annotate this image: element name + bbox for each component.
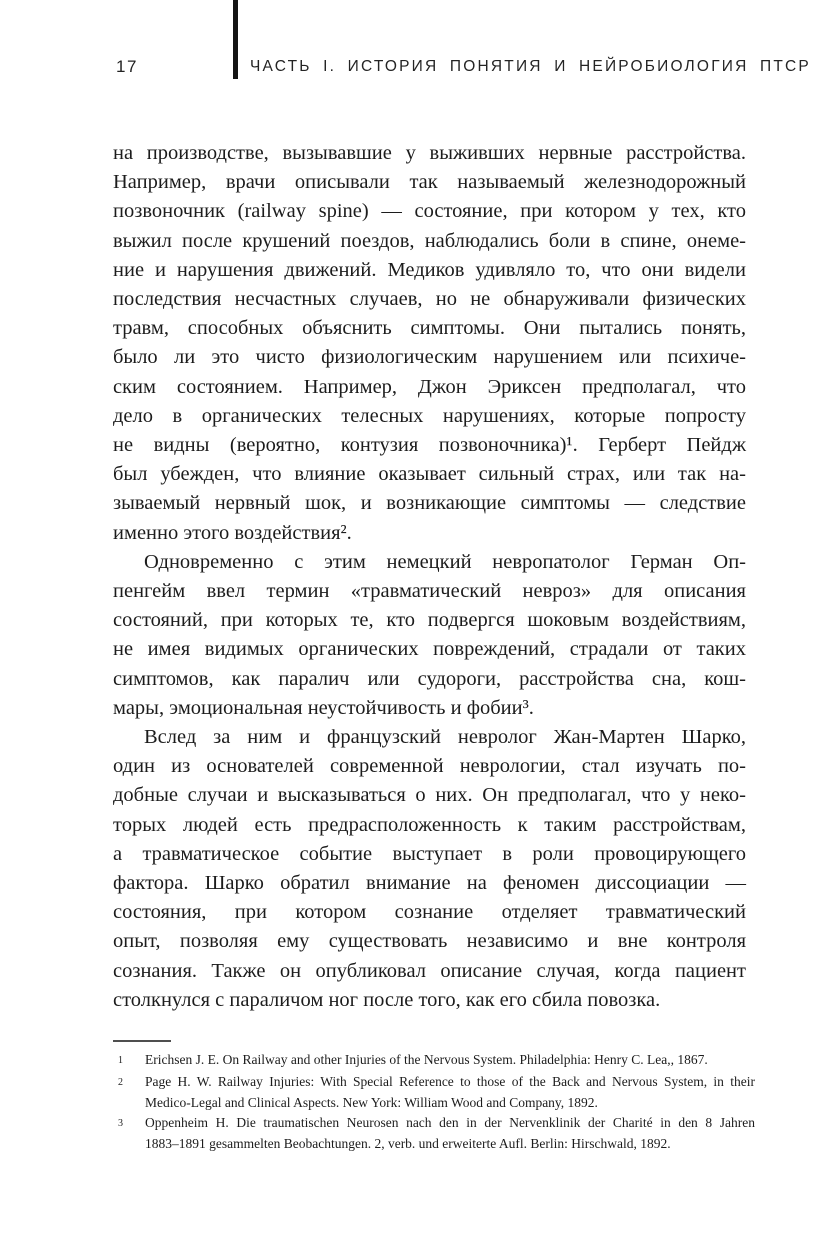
body-line: выжил после крушений поездов, наблюдались боли в спине, онеме- (113, 229, 746, 252)
body-line: не имея видимых органических повреждений, страдали от таких (113, 638, 746, 661)
footnotes-section (110, 1040, 755, 1155)
footnote-item (110, 1113, 755, 1155)
footnote-list (110, 1050, 755, 1155)
body-line: на производстве, вызывавшие у выживших нервные расстройства. (113, 142, 746, 164)
body-line: мары, эмоциональная неустойчивость и фобии³. (113, 696, 534, 719)
body-line: столкнулся с параличом ног после того, как его сбила повозка. (113, 988, 661, 1011)
body-line: фактора. Шарко обратил внимание на феномен диссоциации — (113, 872, 746, 895)
body-line: а травматическое событие выступает в роли провоцирующего (113, 842, 746, 865)
body-line: ние и нарушения движений. Медиков удивляло то, что они видели (113, 258, 746, 281)
body-line: Одновременно с этим немецкий невропатолог Герман Оп- (144, 550, 746, 573)
body-line: добные случаи и высказываться о них. Он предполагал, что у неко- (113, 784, 746, 807)
footnote-item (110, 1050, 755, 1072)
footnote-line: Oppenheim H. Die traumatischen Neurosen nach den in der Nervenklinik der Charité in den 8 Jahren (145, 1115, 755, 1131)
body-line: не видны (вероятно, контузия позвоночника)¹. Герберт Пейдж (113, 434, 746, 457)
footnote-line: 1883–1891 gesammelten Beobachtungen. 2, verb. und erweiterte Aufl. Berlin: Hirschwald, 1892. (145, 1136, 671, 1152)
footnote-separator-rule (113, 1040, 171, 1042)
footnote-item (110, 1072, 755, 1114)
body-line: один из основателей современной неврологии, стал изучать по- (113, 755, 746, 778)
body-line: последствия несчастных случаев, но не обнаруживали физических (113, 288, 746, 311)
body-text (113, 139, 746, 1015)
body-line: сознания. Также он опубликовал описание случая, когда пациент (113, 959, 746, 982)
footnote-marker: 1 (118, 1055, 123, 1066)
footnote-marker: 3 (118, 1118, 123, 1130)
footnote-line: Medico-Legal and Clinical Aspects. New York: William Wood and Company, 1892. (145, 1094, 598, 1110)
body-line: был убежден, что влияние оказывает сильный страх, или так на- (113, 463, 746, 486)
body-line: торых людей есть предрасположенность к таким расстройствам, (113, 813, 746, 836)
body-line: Вслед за ним и французский невролог Жан-Мартен Шарко, (144, 726, 746, 749)
body-line: дело в органических телесных нарушениях, которые попросту (113, 404, 746, 427)
body-line: пенгейм ввел термин «травматический невроз» для описания (113, 580, 746, 603)
body-line: травм, способных объяснить симптомы. Они пытались понять, (113, 317, 746, 340)
body-line: симптомов, как паралич или судороги, расстройства сна, кош- (113, 667, 746, 690)
footnote-text (145, 1113, 755, 1155)
body-line: именно этого воздействия². (113, 521, 352, 544)
body-line: состояний, при которых те, кто подвергся шоковым воздействиям, (113, 609, 746, 632)
footnote-marker: 2 (118, 1076, 123, 1088)
body-line: состояния, при котором сознание отделяет травматический (113, 901, 746, 924)
running-header-title: ЧАСТЬ I. ИСТОРИЯ ПОНЯТИЯ И НЕЙРОБИОЛОГИЯ ПТСР (250, 58, 811, 75)
body-line: позвоночник (railway spine) — состояние, при котором у тех, кто (113, 200, 746, 223)
body-line: зываемый нервный шок, и возникающие симптомы — следствие (113, 492, 746, 515)
body-line: было ли это чисто физиологическим нарушением или психиче- (113, 346, 746, 369)
page-number: 17 (116, 57, 138, 76)
footnote-line: Page H. W. Railway Injuries: With Special Reference to those of the Back and Nervous System, in their (145, 1073, 755, 1089)
footnote-text (145, 1072, 755, 1114)
body-line: ским состоянием. Например, Джон Эриксен предполагал, что (113, 375, 746, 398)
body-line: опыт, позволяя ему существовать независимо и вне контроля (113, 930, 746, 953)
footnote-text (145, 1050, 755, 1071)
header-vertical-bar (233, 0, 238, 79)
body-line: Например, врачи описывали так называемый железнодорожный (113, 171, 746, 194)
footnote-line: Erichsen J. E. On Railway and other Injuries of the Nervous System. Philadelphia: Henry C. Lea,, 1867. (145, 1052, 708, 1067)
